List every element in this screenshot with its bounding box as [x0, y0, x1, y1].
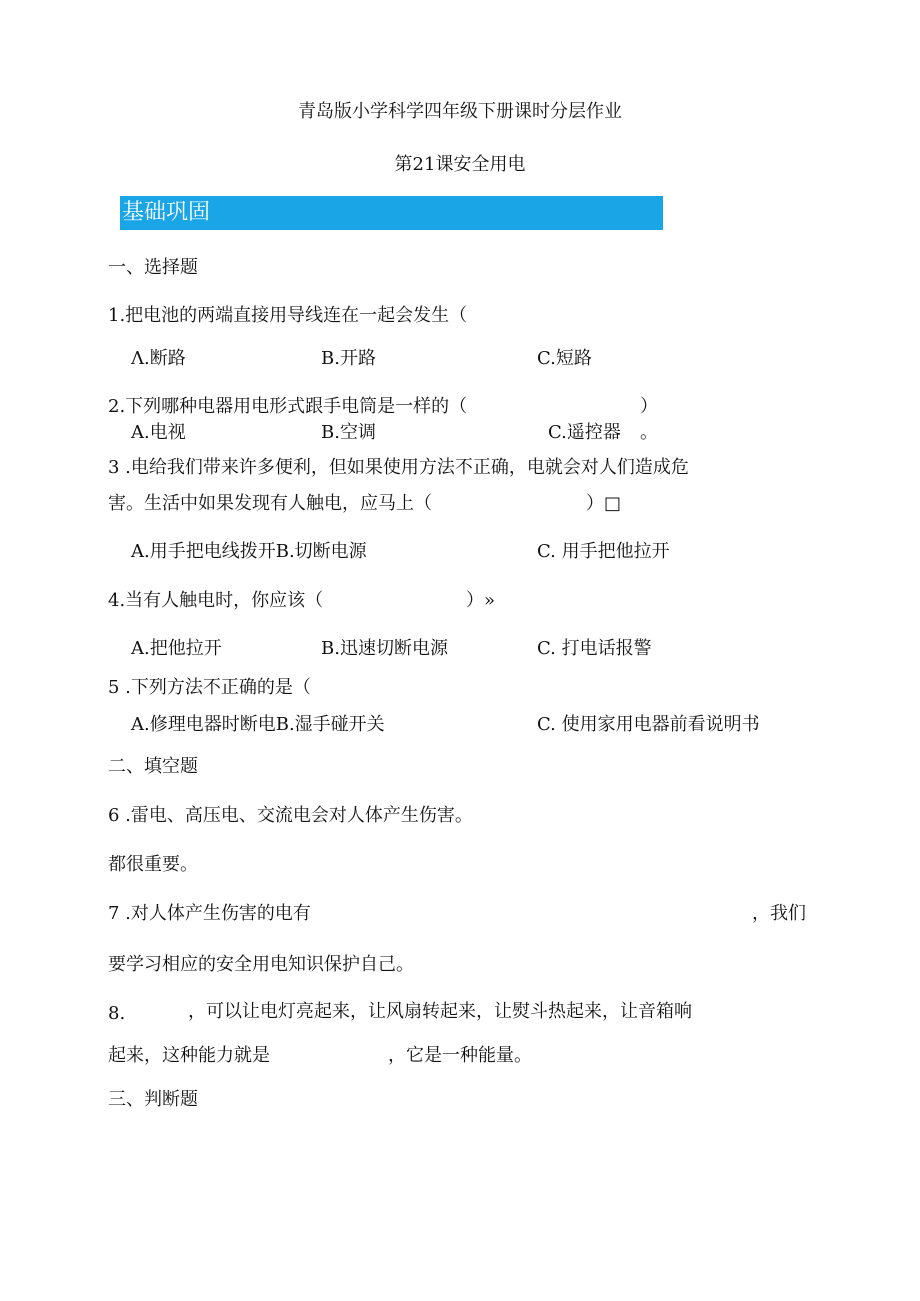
question-3-options-ab: A.用手把电线拨开B.切断电源: [131, 541, 367, 562]
lesson-title: 第21课安全用电: [394, 154, 526, 175]
question-4-close-paren: ）»: [466, 590, 496, 611]
question-2-option-b: B.空调: [321, 422, 376, 443]
question-8-number: 8.: [108, 1003, 126, 1024]
question-8-line-1: ，可以让电灯亮起来，让风扇转起来，让熨斗热起来，让音箱响: [188, 1001, 692, 1022]
question-6-line-2: 都很重要。: [108, 854, 198, 875]
question-3-line-2: 害。生活中如果发现有人触电，应马上（: [108, 493, 432, 514]
question-4-stem: 4.当有人触电时，你应该（: [108, 590, 324, 611]
question-2-option-c: C.遥控器: [548, 422, 621, 443]
question-3-line-1: 3 .电给我们带来许多便利，但如果使用方法不正确，电就会对人们造成危: [108, 457, 689, 478]
question-8-line-2b: ，它是一种能量。: [388, 1045, 532, 1066]
question-5-option-c: C. 使用家用电器前看说明书: [537, 714, 760, 735]
question-7-line-1: 7 .对人体产生伤害的电有: [108, 903, 311, 924]
question-7-tail: ，我们: [752, 903, 806, 924]
question-5-stem: 5 .下列方法不正确的是（: [108, 677, 311, 698]
question-6-line-1: 6 .雷电、高压电、交流电会对人体产生伤害。: [108, 805, 473, 826]
question-1-option-c: C.短路: [537, 348, 592, 369]
question-4-option-a: A.把他拉开: [131, 638, 222, 659]
question-2-tail: 。: [640, 422, 658, 443]
question-2-option-a: A.电视: [131, 422, 186, 443]
section-heading-judge: 三、判断题: [108, 1089, 198, 1110]
question-2-close-paren: ）: [640, 396, 658, 417]
section-banner: 基础巩固: [120, 196, 663, 230]
document-title: 青岛版小学科学四年级下册课时分层作业: [298, 101, 622, 122]
section-heading-fill: 二、填空题: [108, 756, 198, 777]
question-2-stem: 2.下列哪种电器用电形式跟手电筒是一样的（: [108, 396, 468, 417]
question-3-close-paren: ）□: [586, 493, 622, 514]
question-4-option-c: C. 打电话报警: [537, 638, 652, 659]
question-1-stem: 1.把电池的两端直接用导线连在一起会发生（: [108, 305, 468, 326]
section-heading-choice: 一、选择题: [108, 257, 198, 278]
question-7-line-2: 要学习相应的安全用电知识保护自己。: [108, 954, 414, 975]
question-8-line-2a: 起来，这种能力就是: [108, 1045, 270, 1066]
question-3-option-c: C. 用手把他拉开: [537, 541, 670, 562]
question-1-option-a: Λ.断路: [131, 348, 186, 369]
question-4-option-b: B.迅速切断电源: [321, 638, 448, 659]
question-5-options-ab: A.修理电器时断电B.湿手碰开关: [131, 714, 385, 735]
question-1-option-b: B.开路: [321, 348, 376, 369]
